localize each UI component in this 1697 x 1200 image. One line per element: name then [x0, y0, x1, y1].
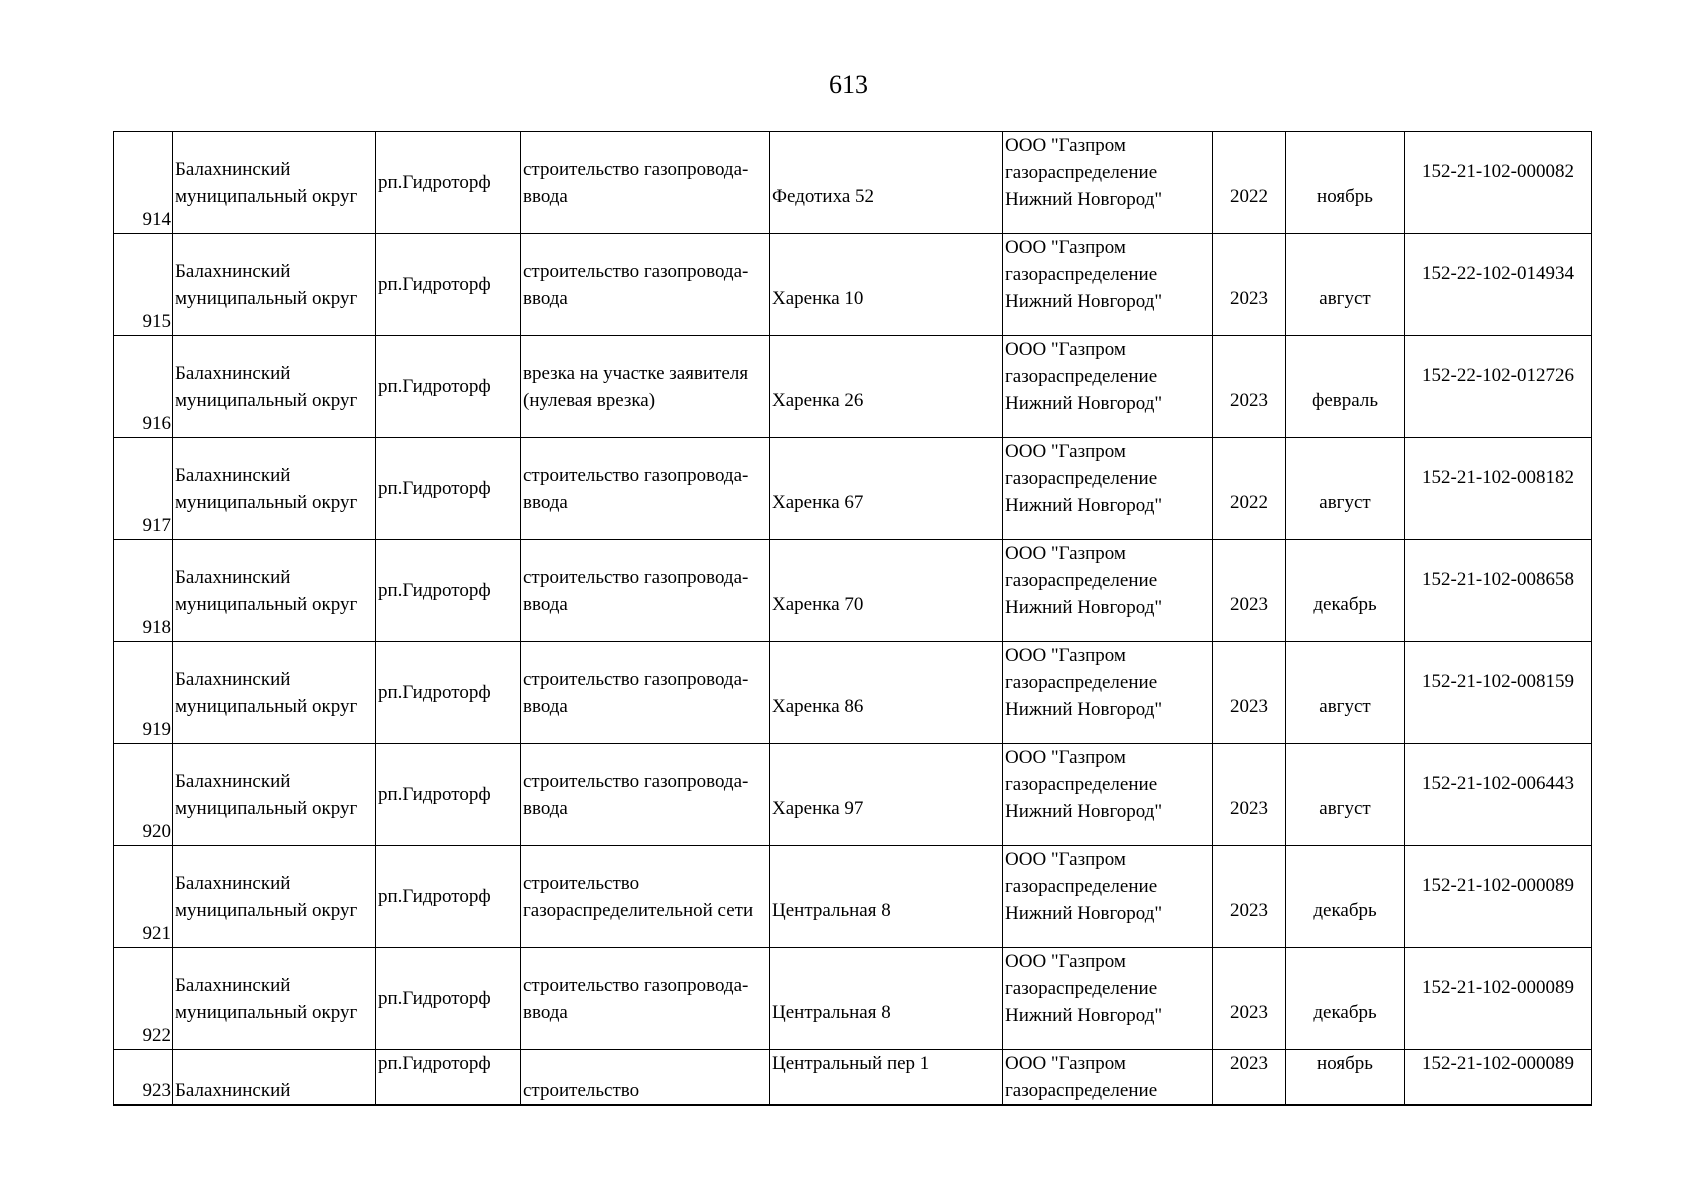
settlement-cell: рп.Гидроторф [376, 948, 521, 1050]
month-cell: ноябрь [1286, 1050, 1405, 1106]
district-cell: Балахнинский муниципальный округ [173, 540, 376, 642]
organization-cell: ООО "Газпром газораспределение Нижний Новгород" [1003, 846, 1213, 948]
code-cell: 152-21-102-000089 [1405, 948, 1592, 1050]
row-number: 920 [114, 744, 173, 846]
code-cell: 152-21-102-000089 [1405, 1050, 1592, 1106]
year-cell: 2023 [1213, 846, 1286, 948]
organization-cell: ООО "Газпром газораспределение Нижний Новгород" [1003, 132, 1213, 234]
month-cell: ноябрь [1286, 132, 1405, 234]
row-number: 915 [114, 234, 173, 336]
district-cell: Балахнинский муниципальный округ [173, 642, 376, 744]
year-cell: 2023 [1213, 336, 1286, 438]
row-number: 921 [114, 846, 173, 948]
year-cell: 2023 [1213, 540, 1286, 642]
year-cell: 2022 [1213, 438, 1286, 540]
work-type-cell: строительство [521, 1050, 770, 1106]
work-type-cell: строительство газопровода-ввода [521, 132, 770, 234]
month-cell: декабрь [1286, 846, 1405, 948]
row-number: 914 [114, 132, 173, 234]
table-row [114, 948, 1592, 1050]
table-row [114, 642, 1592, 744]
address-cell: Харенка 97 [770, 744, 1003, 846]
table-row [114, 540, 1592, 642]
organization-cell: ООО "Газпром газораспределение Нижний Новгород" [1003, 438, 1213, 540]
row-number: 923 [114, 1050, 173, 1106]
organization-cell: ООО "Газпром газораспределение Нижний Новгород" [1003, 234, 1213, 336]
settlement-cell: рп.Гидроторф [376, 132, 521, 234]
row-number: 922 [114, 948, 173, 1050]
year-cell: 2022 [1213, 132, 1286, 234]
address-cell: Харенка 70 [770, 540, 1003, 642]
work-type-cell: строительство газопровода-ввода [521, 234, 770, 336]
district-cell: Балахнинский муниципальный округ [173, 438, 376, 540]
month-cell: август [1286, 234, 1405, 336]
district-cell: Балахнинский муниципальный округ [173, 744, 376, 846]
page-number: 613 [829, 70, 868, 99]
settlement-cell: рп.Гидроторф [376, 336, 521, 438]
district-cell: Балахнинский муниципальный округ [173, 336, 376, 438]
table-row [114, 336, 1592, 438]
code-cell: 152-21-102-000082 [1405, 132, 1592, 234]
settlement-cell: рп.Гидроторф [376, 642, 521, 744]
code-cell: 152-21-102-006443 [1405, 744, 1592, 846]
work-type-cell: врезка на участке заявителя (нулевая врезка) [521, 336, 770, 438]
year-cell: 2023 [1213, 642, 1286, 744]
table-row [114, 438, 1592, 540]
table-row [114, 234, 1592, 336]
row-number: 918 [114, 540, 173, 642]
address-cell: Харенка 10 [770, 234, 1003, 336]
settlement-cell: рп.Гидроторф [376, 1050, 521, 1106]
organization-cell: ООО "Газпром газораспределение Нижний Новгород" [1003, 642, 1213, 744]
month-cell: август [1286, 642, 1405, 744]
year-cell: 2023 [1213, 1050, 1286, 1106]
code-cell: 152-21-102-008182 [1405, 438, 1592, 540]
work-type-cell: строительство газопровода-ввода [521, 948, 770, 1050]
table-row [114, 1050, 1592, 1106]
row-number: 916 [114, 336, 173, 438]
month-cell: август [1286, 744, 1405, 846]
month-cell: август [1286, 438, 1405, 540]
organization-cell: ООО "Газпром газораспределение Нижний Новгород" [1003, 744, 1213, 846]
district-cell: Балахнинский муниципальный округ [173, 234, 376, 336]
district-cell: Балахнинский муниципальный округ [173, 132, 376, 234]
organization-cell: ООО "Газпром газораспределение Нижний Новгород" [1003, 540, 1213, 642]
table-row [114, 744, 1592, 846]
month-cell: декабрь [1286, 540, 1405, 642]
work-type-cell: строительство газопровода-ввода [521, 744, 770, 846]
code-cell: 152-21-102-000089 [1405, 846, 1592, 948]
address-cell: Центральный пер 1 [770, 1050, 1003, 1106]
month-cell: декабрь [1286, 948, 1405, 1050]
settlement-cell: рп.Гидроторф [376, 540, 521, 642]
table-row [114, 132, 1592, 234]
settlement-cell: рп.Гидроторф [376, 846, 521, 948]
address-cell: Центральная 8 [770, 948, 1003, 1050]
year-cell: 2023 [1213, 744, 1286, 846]
address-cell: Центральная 8 [770, 846, 1003, 948]
year-cell: 2023 [1213, 234, 1286, 336]
table-body [114, 132, 1592, 1106]
code-cell: 152-21-102-008159 [1405, 642, 1592, 744]
work-type-cell: строительство газопровода-ввода [521, 540, 770, 642]
work-type-cell: строительство газопровода-ввода [521, 438, 770, 540]
district-cell: Балахнинский [173, 1050, 376, 1106]
month-cell: февраль [1286, 336, 1405, 438]
organization-cell: ООО "Газпром газораспределение [1003, 1050, 1213, 1106]
address-cell: Харенка 86 [770, 642, 1003, 744]
row-number: 917 [114, 438, 173, 540]
gasification-table [113, 131, 1592, 1106]
address-cell: Харенка 26 [770, 336, 1003, 438]
organization-cell: ООО "Газпром газораспределение Нижний Новгород" [1003, 948, 1213, 1050]
row-number: 919 [114, 642, 173, 744]
settlement-cell: рп.Гидроторф [376, 234, 521, 336]
settlement-cell: рп.Гидроторф [376, 438, 521, 540]
address-cell: Федотиха 52 [770, 132, 1003, 234]
settlement-cell: рп.Гидроторф [376, 744, 521, 846]
year-cell: 2023 [1213, 948, 1286, 1050]
district-cell: Балахнинский муниципальный округ [173, 846, 376, 948]
code-cell: 152-22-102-014934 [1405, 234, 1592, 336]
address-cell: Харенка 67 [770, 438, 1003, 540]
code-cell: 152-22-102-012726 [1405, 336, 1592, 438]
district-cell: Балахнинский муниципальный округ [173, 948, 376, 1050]
code-cell: 152-21-102-008658 [1405, 540, 1592, 642]
work-type-cell: строительство газораспределительной сети [521, 846, 770, 948]
table-row [114, 846, 1592, 948]
work-type-cell: строительство газопровода-ввода [521, 642, 770, 744]
organization-cell: ООО "Газпром газораспределение Нижний Новгород" [1003, 336, 1213, 438]
